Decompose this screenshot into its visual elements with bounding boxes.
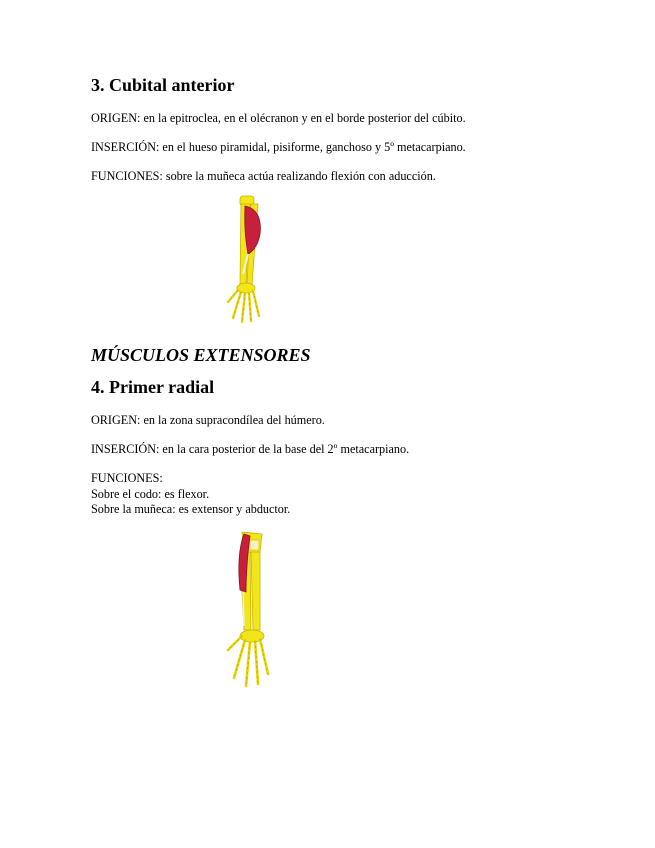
insercion-text: INSERCIÓN: en la cara posterior de la base del 2º metacarpiano. bbox=[91, 442, 410, 456]
section-title-primer-radial: 4. Primer radial bbox=[91, 377, 215, 397]
forearm-primer-radial-illustration bbox=[218, 530, 274, 692]
section-title-cubital-anterior: 3. Cubital anterior bbox=[91, 75, 235, 95]
forearm-cubital-anterior-illustration bbox=[218, 194, 270, 326]
funciones-line-codo: Sobre el codo: es flexor. bbox=[91, 487, 210, 501]
group-title-musculos-extensores: MÚSCULOS EXTENSORES bbox=[91, 345, 311, 365]
funciones-label: FUNCIONES: bbox=[91, 471, 163, 485]
funciones-line-muneca: Sobre la muñeca: es extensor y abductor. bbox=[91, 502, 291, 516]
funciones-text: FUNCIONES: sobre la muñeca actúa realizando flexión con aducción. bbox=[91, 169, 436, 183]
origen-text: ORIGEN: en la zona supracondílea del húmero. bbox=[91, 413, 325, 427]
insercion-text: INSERCIÓN: en el hueso piramidal, pisiforme, ganchoso y 5º metacarpiano. bbox=[91, 140, 466, 154]
origen-text: ORIGEN: en la epitroclea, en el olécranon y en el borde posterior del cúbito. bbox=[91, 111, 466, 125]
